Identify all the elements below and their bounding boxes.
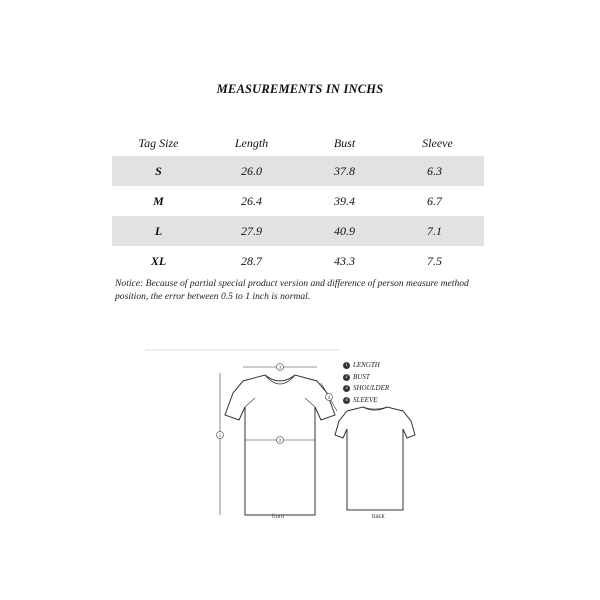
table-row <box>112 186 484 216</box>
back-caption: back <box>372 514 385 520</box>
legend-label: SHOULDER <box>353 384 390 392</box>
legend-number: 1 <box>343 362 350 369</box>
notice-text: Notice: Because of partial special product version and difference of person measure method position, the error between 0.5 to 1 inch is normal. <box>115 278 469 302</box>
legend-number: 4 <box>343 397 350 404</box>
header-length: Length <box>234 135 269 150</box>
cell-length: 28.7 <box>241 253 262 268</box>
legend-item <box>343 383 389 395</box>
marker-1: 1 <box>218 434 222 439</box>
table-row <box>112 216 484 246</box>
marker-2: 2 <box>278 439 282 444</box>
legend-item <box>343 395 389 407</box>
cell-length: 26.4 <box>241 193 262 208</box>
cell-length: 26.0 <box>205 156 298 186</box>
marker-4: 4 <box>327 396 331 401</box>
marker-3: 3 <box>278 366 282 371</box>
front-shirt-outline <box>225 375 335 515</box>
header-bust: Bust <box>333 135 356 150</box>
cell-size: XL <box>150 253 167 268</box>
legend-item <box>343 360 389 372</box>
tshirt-measurement-diagram <box>145 345 465 525</box>
back-shirt-outline <box>335 407 415 510</box>
cell-sleeve: 7.1 <box>391 216 484 246</box>
legend-number: 2 <box>343 374 350 381</box>
table-row <box>112 246 484 276</box>
cell-sleeve: 7.5 <box>427 253 442 268</box>
cell-bust: 37.8 <box>298 156 391 186</box>
legend-label: SLEEVE <box>353 395 378 404</box>
measurement-legend <box>343 360 389 406</box>
legend-label: LENGTH <box>353 361 380 369</box>
cell-bust: 39.4 <box>334 193 355 208</box>
cell-size: L <box>112 216 205 246</box>
measurements-title: MEASUREMENTS IN INCHS <box>216 82 384 96</box>
legend-number: 3 <box>343 385 350 392</box>
front-caption: front <box>272 514 285 520</box>
header-tag-size: Tag Size <box>138 135 179 150</box>
cell-size: M <box>153 193 164 208</box>
cell-sleeve: 6.3 <box>391 156 484 186</box>
legend-label: BUST <box>353 372 370 381</box>
legend-item <box>343 372 389 384</box>
table-row <box>112 156 484 186</box>
cell-sleeve: 6.7 <box>427 193 442 208</box>
header-sleeve: Sleeve <box>422 135 453 150</box>
table-header-row <box>112 130 484 156</box>
size-chart-table <box>112 130 484 276</box>
cell-bust: 40.9 <box>298 216 391 246</box>
cell-bust: 43.3 <box>334 253 355 268</box>
cell-length: 27.9 <box>205 216 298 246</box>
cell-size: S <box>112 156 205 186</box>
